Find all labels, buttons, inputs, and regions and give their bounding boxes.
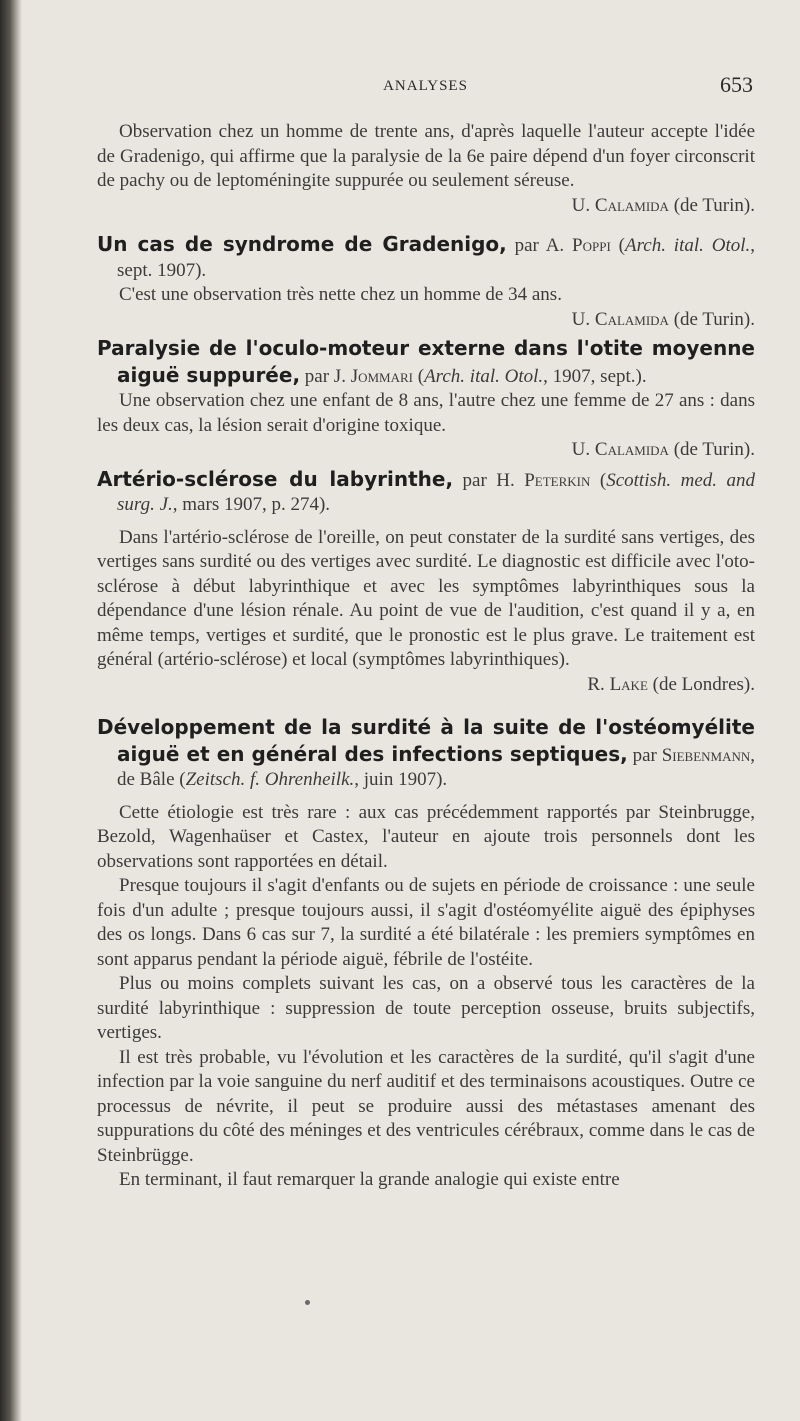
article-body: C'est une observation très nette chez un homme de 34 ans. — [119, 284, 562, 305]
article-paralysie — [97, 336, 755, 463]
intro-paragraph: Observation chez un homme de trente ans, d'après laquelle l'auteur accepte l'idée de Gradenigo, qui affirme que la paralysie de la 6e paire dépend d'un foyer circonscrit de pachy ou de leptoméningite suppurée ou seulement séreuse. — [97, 121, 755, 191]
article-paragraph: Plus ou moins complets suivant les cas, on a observé tous les caractères de la surdité labyrinthique : suppression de toute perception osseuse, bruits subjectifs, vertiges. — [97, 973, 755, 1043]
book-binding-edge — [0, 0, 22, 1421]
article-title: Paralysie de l'oculo-moteur externe dans l'otite moyenne aiguë suppurée, — [97, 336, 755, 387]
reviewer-name: Calamida — [594, 194, 669, 216]
article-author: Poppi — [572, 235, 611, 256]
article-paragraph: En terminant, il faut remarquer la grande analogie qui existe entre — [119, 1169, 620, 1190]
article-author: Siebenmann — [661, 744, 751, 766]
article-heading: Artério-sclérose du labyrinthe, par H. Peterkin (Scottish. med. and surg. J., mars 1907, p. 274). — [97, 466, 755, 515]
article-gradenigo — [97, 232, 755, 332]
article-heading: Développement de la surdité à la suite de l'ostéomyélite aiguë et en général des infections septiques, par Siebenmann, de Bâle (Zeitsch. f. Ohrenheilk., juin 1907). — [97, 715, 755, 790]
article-title: Développement de la surdité à la suite de l'ostéomyélite aiguë et en général des infections septiques, — [97, 715, 755, 766]
journal-name: Arch. ital. Otol. — [624, 235, 751, 256]
article-title: Un cas de syndrome de Gradenigo, — [97, 232, 507, 256]
article-heading: Paralysie de l'oculo-moteur externe dans l'otite moyenne aiguë suppurée, par J. Jommari (Arch. ital. Otol., 1907, sept.). — [97, 336, 755, 387]
journal-name: Scottish. med. and surg. J. — [117, 469, 755, 515]
article-title: Artério-sclérose du labyrinthe, — [97, 466, 454, 491]
article-author: Jommari — [350, 365, 413, 387]
article-signature: U. Calamida (de Turin). — [571, 308, 755, 330]
running-head — [98, 72, 753, 102]
intro-signature: U. Calamida (de Turin). — [571, 194, 755, 216]
reviewer-name: Calamida — [594, 308, 669, 330]
article-heading: Un cas de syndrome de Gradenigo, par A. Poppi (Arch. ital. Otol., sept. 1907). — [97, 232, 756, 281]
article-paragraph: Cette étiologie est très rare : aux cas précédemment rapportés par Steinbrugge, Bezold, Wagenhaüser et Castex, l'auteur en ajoute trois personnels dont les observations sont rapportées en détail. — [97, 801, 755, 872]
article-paragraph: Il est très probable, vu l'évolution et les caractères de la surdité, qu'il s'agit d'une infection par la voie sanguine du nerf auditif et des terminaisons acoustiques. Outre ce processus de névrite, il peut se produire aussi des métastases amenant des suppurations du côté des méninges et des ventricules cérébraux, comme dans le cas de Steinbrügge. — [97, 1046, 755, 1166]
journal-name: Arch. ital. Otol. — [424, 365, 544, 387]
running-title: ANALYSES — [383, 78, 468, 94]
reviewer-name: Calamida — [594, 439, 669, 460]
article-surdite-osteomyelite — [97, 715, 755, 1193]
reviewer-name: Lake — [609, 673, 648, 695]
article-paragraph: Presque toujours il s'agit d'enfants ou de sujets en période de croissance : une seule fois d'un adulte ; presque toujours aussi, il s'agit d'ostéomyélite aiguë des épiphyses des os longs. Dans 6 cas sur 7, la surdité a été bilatérale : les premiers symptômes en sont apparus pendant la période aiguë, fébrile de l'ostéite. — [97, 875, 755, 970]
page-number: 653 — [720, 72, 753, 97]
article-signature: U. Calamida (de Turin). — [571, 439, 755, 460]
ink-speck — [305, 1300, 310, 1305]
article-body: Dans l'artério-sclérose de l'oreille, on peut constater de la surdité sans vertiges, des vertiges sans surdité ou des vertiges avec surdité. Le diagnostic est difficile avec l'oto-sclérose à début labyrinthique et avec les symptômes labyrinthiques sous la dépendance d'une lésion rénale. Au point de vue de l'audition, c'est quand il y a, en même temps, vertiges et surdité, que le pronostic est le plus grave. Le traitement est général (artério-sclérose) et local (symptômes labyrinthiques). — [97, 526, 755, 670]
journal-name: Zeitsch. f. Ohrenheilk. — [185, 769, 355, 790]
article-author: Peterkin — [524, 469, 591, 491]
article-arterio-sclerose — [97, 467, 755, 698]
article-signature: R. Lake (de Londres). — [587, 673, 755, 695]
page-body — [97, 120, 755, 1193]
article-body: Une observation chez une enfant de 8 ans, l'autre chez une femme de 27 ans : dans les deux cas, la lésion serait d'origine toxique. — [97, 390, 755, 436]
